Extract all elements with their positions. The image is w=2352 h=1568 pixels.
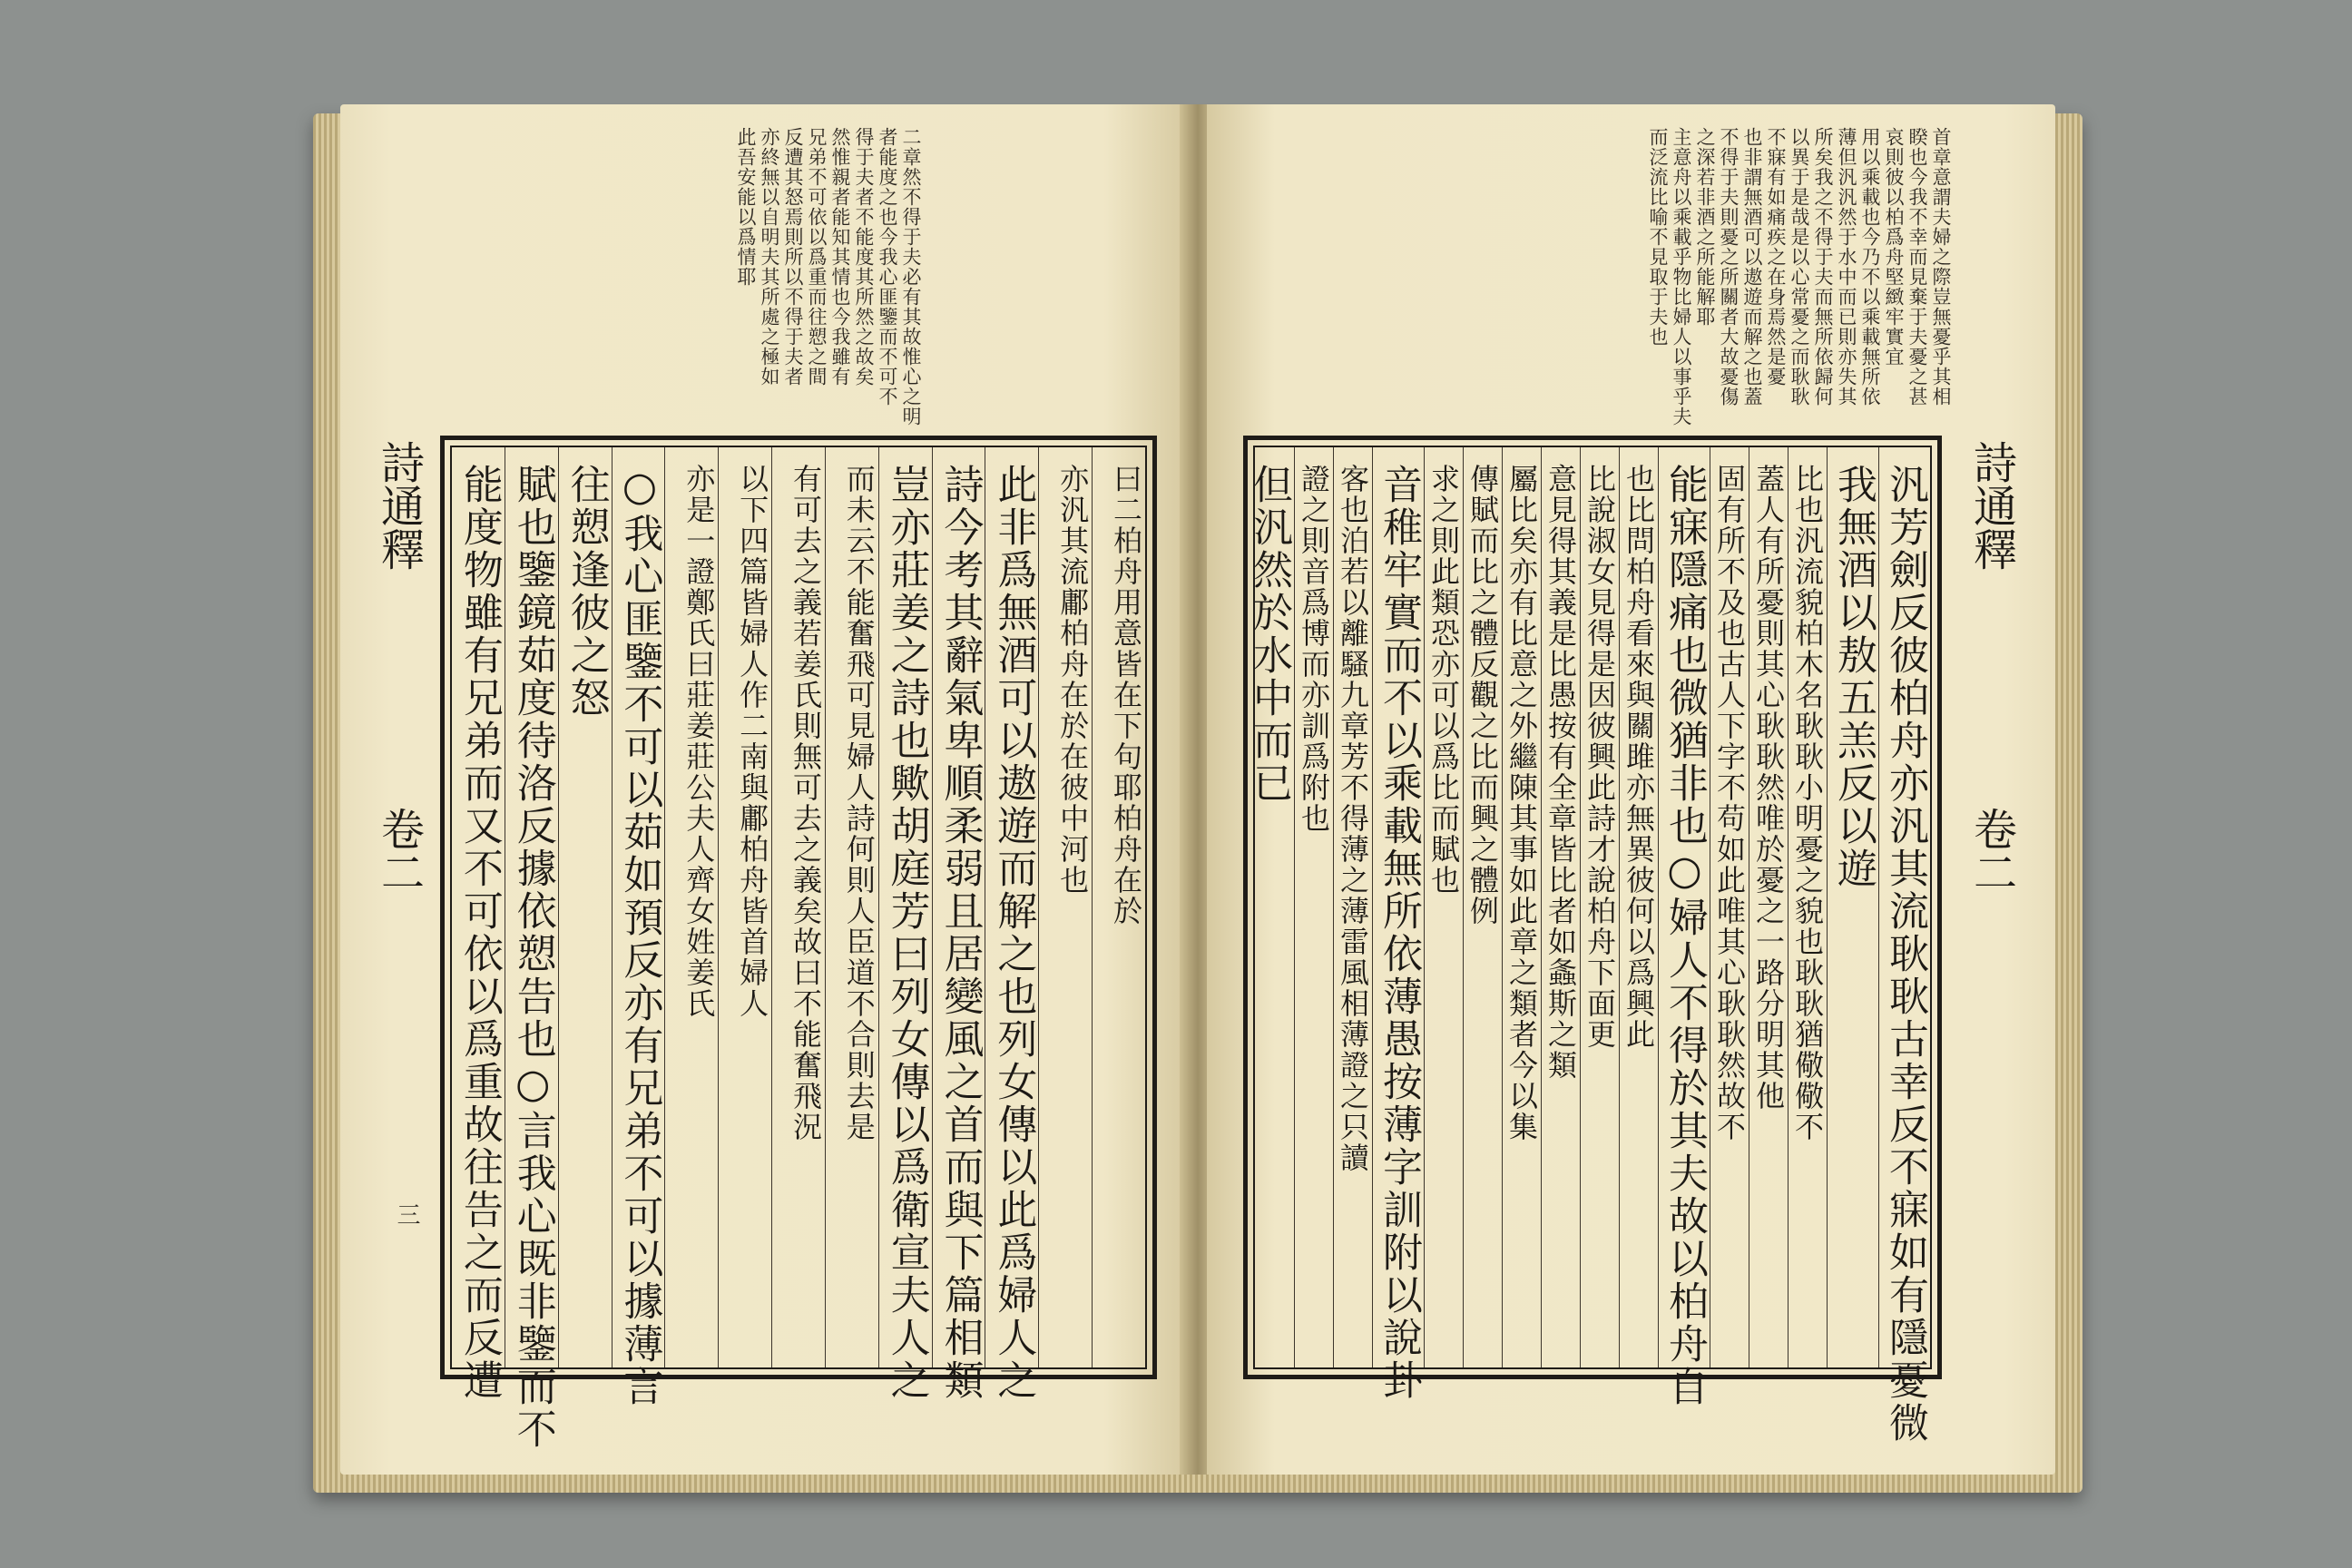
left-text-frame — [440, 436, 1157, 1451]
text-column: 固有所不及也古人下字不苟如此唯其心耿耿然故不 — [1710, 447, 1749, 1367]
text-column: 比說淑女見得是因彼興此詩才說柏舟下面更 — [1580, 447, 1619, 1367]
text-column: 以下四篇皆婦人作二南與鄘柏舟皆首婦人 — [718, 447, 771, 1367]
text-column: 往愬逢彼之怒 — [558, 447, 612, 1367]
text-column: 意見得其義是比愚按有全章皆比者如螽斯之類 — [1541, 447, 1580, 1367]
left-fore-edge-label — [368, 440, 431, 1375]
headnote-column: 所矣我之不得于夫而無所依歸何 — [1812, 127, 1834, 407]
text-column: ○我心匪鑒不可以茹如預反亦有兄弟不可以據薄言 — [612, 447, 665, 1367]
headnote-column: 也非謂無酒可以遨遊而解之也蓋 — [1741, 127, 1763, 407]
headnote-column: 亦終無以自明夫其所處之極如 — [759, 127, 780, 387]
text-column: 求之則此類恐亦可以爲比而賦也 — [1424, 447, 1463, 1367]
right-fore-edge-label — [1960, 440, 2024, 1375]
book-title: 詩通釋 — [1965, 440, 2017, 571]
headnote-column: 反遭其怒焉則所以不得于夫者 — [782, 127, 804, 387]
text-column: 詩今考其辭氣卑順柔弱且居變風之首而與下篇相類 — [932, 447, 985, 1367]
page-number: 三 — [393, 1202, 420, 1226]
headnote-column: 而泛流比喻不見取于夫也 — [1647, 127, 1669, 347]
text-column: 比也汎流貌柏木名耿耿小明憂之貌也耿耿猶儆儆不 — [1788, 447, 1827, 1367]
text-column: 而未云不能奮飛可見婦人詩何則人臣道不合則去是 — [825, 447, 878, 1367]
headnote-column: 首章意謂夫婦之際豈無憂乎其相 — [1930, 127, 1952, 407]
headnote-column: 之深若非酒之所能解耶 — [1694, 127, 1716, 327]
text-column: 賦也鑒鏡茹度待洛反據依愬告也○言我心既非鑒而不 — [505, 447, 558, 1367]
volume-label: 卷二 — [1965, 807, 2017, 894]
text-column: 亦汎其流鄘柏舟在於在彼中河也 — [1038, 447, 1092, 1367]
right-headnote — [1479, 127, 1951, 426]
headnote-column: 兄弟不可依以爲重而往愬之間 — [806, 127, 828, 387]
text-column: 汎芳劍反彼柏舟亦汎其流耿耿古幸反不寐如有隱憂微 — [1878, 447, 1930, 1367]
text-column: 證之則音爲博而亦訓爲附也 — [1294, 447, 1333, 1367]
book-title: 詩通釋 — [373, 440, 425, 571]
left-page — [340, 104, 1189, 1475]
text-column: 亦是一證鄭氏曰莊姜莊公夫人齊女姓姜氏 — [664, 447, 718, 1367]
headnote-column: 得于夫者不能度其所然之故矣 — [853, 127, 875, 387]
text-column: 有可去之義若姜氏則無可去之義矣故曰不能奮飛況 — [771, 447, 825, 1367]
headnote-column: 主意舟以乘載乎物比婦人以事乎夫 — [1671, 127, 1692, 426]
volume-label: 卷二 — [373, 807, 425, 894]
text-column: 能度物雖有兄弟而又不可依以爲重故往告之而反遭 — [456, 464, 503, 1402]
text-column: 曰二柏舟用意皆在下句耶柏舟在於 — [1092, 447, 1145, 1367]
left-text-columns — [452, 447, 1145, 1451]
text-column: 客也泊若以離騷九章芳不得薄之薄雷風相薄證之只讀 — [1333, 447, 1372, 1367]
headnote-column: 者能度之也今我心匪鑒而不可不 — [877, 127, 898, 407]
text-column: 也比問柏舟看來與關雎亦無異彼何以爲興此 — [1619, 447, 1658, 1367]
text-column: 此非爲無酒可以遨遊而解之也列女傳以此爲婦人之 — [985, 447, 1038, 1367]
headnote-column: 睽也今我不幸而見棄于夫憂之甚 — [1906, 127, 1928, 407]
headnote-column: 此吾安能以爲情耶 — [735, 127, 757, 287]
text-column: 能寐隱痛也微猶非也○婦人不得於其夫故以柏舟自 — [1658, 447, 1710, 1367]
text-column: 蓋人有所憂則其心耿耿然唯於憂之一路分明其他 — [1749, 447, 1788, 1367]
text-column: 屬比矣亦有比意之外繼陳其事如此章之類者今以集 — [1502, 447, 1541, 1367]
headnote-column: 哀則彼以柏爲舟堅緻牢實宜 — [1883, 127, 1905, 367]
text-column: 音稚牢實而不以乘載無所依薄愚按薄字訓附以說卦 — [1372, 447, 1424, 1367]
headnote-column: 不寐有如痛疾之在身焉然是憂 — [1765, 127, 1787, 387]
headnote-column: 二章然不得于夫必有其故惟心之明 — [900, 127, 922, 426]
text-column: 但汎然於水中而已 — [1246, 464, 1292, 805]
headnote-column: 以異于是哉是以心常憂之而耿耿 — [1788, 127, 1810, 407]
right-text-frame — [1243, 436, 1942, 1445]
open-book — [313, 86, 2082, 1493]
headnote-column: 不得于夫則憂之所關者大故憂傷 — [1718, 127, 1740, 407]
text-column: 傳賦而比之體反觀之比而興之體例 — [1463, 447, 1502, 1367]
right-text-columns — [1246, 447, 1930, 1445]
headnote-column: 然惟親者能知其情也今我雖有 — [829, 127, 851, 387]
headnote-column: 薄但汎汎然于水中而已則亦失其 — [1836, 127, 1857, 407]
right-page — [1207, 104, 2055, 1475]
left-headnote — [449, 127, 921, 426]
text-column: 豈亦莊姜之詩也歟胡庭芳曰列女傳以爲衛宣夫人之 — [878, 447, 932, 1367]
headnote-column: 用以乘載也今乃不以乘載無所依 — [1859, 127, 1881, 407]
text-column: 我無酒以敖五羔反以遊 — [1827, 447, 1878, 1367]
